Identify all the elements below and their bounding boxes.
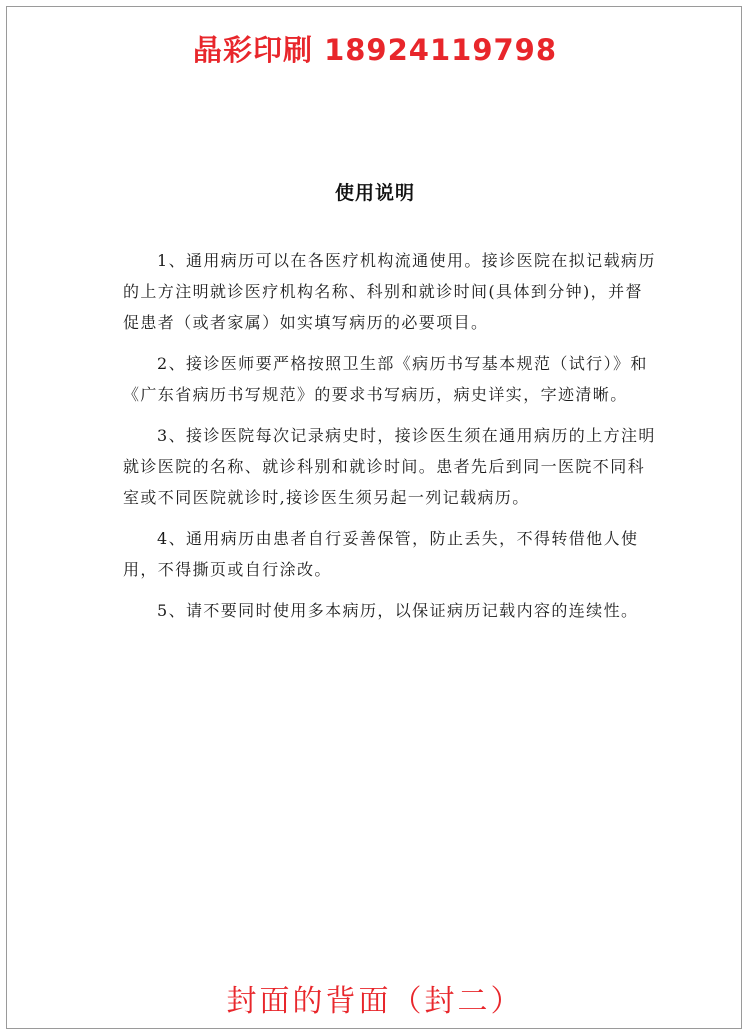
instruction-item-5: 5、请不要同时使用多本病历，以保证病历记载内容的连续性。 [157,601,639,620]
instructions-list [123,245,658,636]
instruction-item-4: 4、通用病历由患者自行妥善保管，防止丢失，不得转借他人使用，不得撕页或自行涂改。 [123,529,639,579]
document-title: 使用说明 [334,182,415,204]
page-caption: 封面的背面（封二） [226,984,524,1019]
instruction-item-3: 3、接诊医院每次记录病史时，接诊医生须在通用病历的上方注明就诊医院的名称、就诊科别和就诊时间。患者先后到同一医院不同科室或不同医院就诊时,接诊医生须另起一列记载病历。 [123,426,656,507]
instruction-item-2: 2、接诊医师要严格按照卫生部《病历书写基本规范（试行）》和《广东省病历书写规范》的要求书写病历，病史详实，字迹清晰。 [123,354,648,404]
instruction-item-1: 1、通用病历可以在各医疗机构流通使用。接诊医院在拟记载病历的上方注明就诊医疗机构名称、科别和就诊时间(具体到分钟)，并督促患者（或者家属）如实填写病历的必要项目。 [123,251,656,332]
printer-banner: 晶彩印刷 18924119798 [192,33,558,67]
